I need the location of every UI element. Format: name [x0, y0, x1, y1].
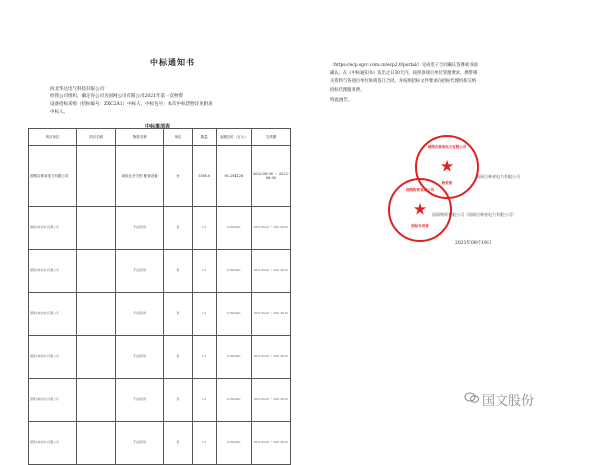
- cell-project: [77, 250, 116, 293]
- cell-amount: 0.3564021: [216, 422, 251, 465]
- right-party-1: 国网吉林省电力有限公司: [476, 174, 520, 179]
- cell-delivery: 2021-08-20 ～ 2021-08-20: [251, 293, 290, 336]
- cell-qty: 1.0: [192, 207, 216, 250]
- seal-stamp: [388, 178, 452, 242]
- star-icon: ★: [412, 199, 428, 219]
- cell-project: [77, 336, 116, 379]
- cell-amount: 95.294128: [216, 146, 251, 207]
- right-line: （https://ecp.sgcc.com.cn/ecp2.0/portal/）完成电子合同确认签署或书面: [330, 63, 478, 68]
- cell-measure: 台: [164, 146, 192, 207]
- col-header: 项目单位: [29, 129, 77, 146]
- cell-qty: 1.0: [192, 250, 216, 293]
- table-row: [29, 250, 291, 293]
- table-title: 中标事项表: [145, 124, 171, 130]
- cell-amount: 0.3564021: [216, 379, 251, 422]
- closing: 特此函告。: [330, 98, 353, 103]
- right-line: 关资料与各项目单位协商签订合同，并按照招标文件要求向招标代理机构交纳: [330, 79, 477, 85]
- col-header: 物资名称: [116, 129, 164, 146]
- col-header: 项目名称: [77, 129, 116, 146]
- table-row: [29, 422, 291, 465]
- body-line: 中标人。: [50, 110, 68, 116]
- right-line: 确认。在《中标通知书》发出之日30天内，按照条项目单位管理要求，携带相: [330, 71, 478, 77]
- cell-unit: 国网吉林省电力有限公司: [29, 207, 77, 250]
- notice-body: [50, 93, 290, 118]
- seal-text: 国网吉林省电力有限公司: [427, 145, 467, 149]
- cell-measure: 套: [164, 379, 192, 422]
- cell-qty: 1.0: [192, 336, 216, 379]
- cell-amount: 0.3564021: [216, 250, 251, 293]
- cell-unit: 国网吉林省电力有限公司: [29, 336, 77, 379]
- cell-qty: 1.0: [192, 379, 216, 422]
- cell-delivery: 2021-08-20 ～ 2021-08-20: [251, 422, 290, 465]
- cell-item: 开关柜附件: [116, 250, 164, 293]
- cell-amount: 0.3564021: [216, 293, 251, 336]
- col-header: 数量: [192, 129, 216, 146]
- seal-text: 国网物资有限公司: [406, 188, 434, 192]
- seal-center-text: 物资部: [441, 181, 453, 185]
- table-row: [29, 379, 291, 422]
- col-header: 交货期: [251, 129, 290, 146]
- cell-item: 开关柜附件: [116, 379, 164, 422]
- cell-item: 开关柜附件: [116, 293, 164, 336]
- cell-measure: 套: [164, 422, 192, 465]
- cell-measure: 套: [164, 207, 192, 250]
- cell-delivery: 2022-06-30 ～ 2022-06-30: [251, 146, 290, 207]
- document-title: 中标通知书: [150, 57, 195, 67]
- cell-project: [77, 422, 116, 465]
- cell-project: [77, 379, 116, 422]
- cell-delivery: 2021-08-20 ～ 2021-08-20: [251, 250, 290, 293]
- issue-date: 2021年08月19日: [455, 241, 492, 246]
- cell-item: 开关柜附件: [116, 336, 164, 379]
- seal-center-text: 招标专用章: [411, 224, 429, 228]
- cell-unit: 国网吉林省电力有限公司: [29, 422, 77, 465]
- right-body: [330, 62, 560, 95]
- cell-project: [77, 293, 116, 336]
- cell-project: [77, 207, 116, 250]
- cell-project: [77, 146, 116, 207]
- cell-unit: 国网吉林省电力有限公司: [29, 146, 77, 207]
- cell-unit: 国网吉林省电力有限公司: [29, 293, 77, 336]
- star-icon: ★: [439, 156, 455, 176]
- cell-qty: 1.0: [192, 293, 216, 336]
- col-header: 金额总价（万元）: [216, 129, 251, 146]
- cell-measure: 套: [164, 336, 192, 379]
- table-row: [29, 146, 291, 207]
- cell-unit: 国网吉林省电力有限公司: [29, 250, 77, 293]
- cell-delivery: 2021-08-20 ～ 2021-08-20: [251, 336, 290, 379]
- cell-delivery: 2021-08-20 ～ 2021-08-20: [251, 379, 290, 422]
- cell-measure: 套: [164, 293, 192, 336]
- cell-qty: 1385.0: [192, 146, 216, 207]
- right-line: 招标代理服务费。: [330, 87, 365, 93]
- award-table: [28, 128, 291, 465]
- table-row: [29, 336, 291, 379]
- cell-item: 开关柜附件: [116, 207, 164, 250]
- cell-amount: 0.3564021: [216, 207, 251, 250]
- addressee: 河北华达电气科技有限公司：: [50, 87, 109, 92]
- cell-qty: 1.0: [192, 422, 216, 465]
- wechat-icon: [464, 392, 480, 403]
- cell-item: 开关柜附件: [116, 422, 164, 465]
- col-header: 单位: [164, 129, 192, 146]
- body-line: 经我公司组织，确定你公司为国网公司有限公司2021年第一次物资: [50, 94, 183, 99]
- table-header-row: [29, 129, 291, 146]
- body-line: 设备招标采购（招标编号：ZXC2A1）中标人，中标包号：本次中标货物详见附表: [50, 102, 213, 108]
- right-party-2: 国网物资有限公司（国网吉林省电力有限公司）: [432, 212, 516, 217]
- cell-unit: 国网吉林省电力有限公司: [29, 379, 77, 422]
- cell-item: 高低压开关柜 配套设备: [116, 146, 164, 207]
- cell-amount: 0.3564021: [216, 336, 251, 379]
- table-row: [29, 207, 291, 250]
- table-row: [29, 293, 291, 336]
- cell-delivery: 2021-08-20 ～ 2021-08-20: [251, 207, 290, 250]
- watermark-text: 国文股份: [482, 394, 535, 409]
- cell-measure: 套: [164, 250, 192, 293]
